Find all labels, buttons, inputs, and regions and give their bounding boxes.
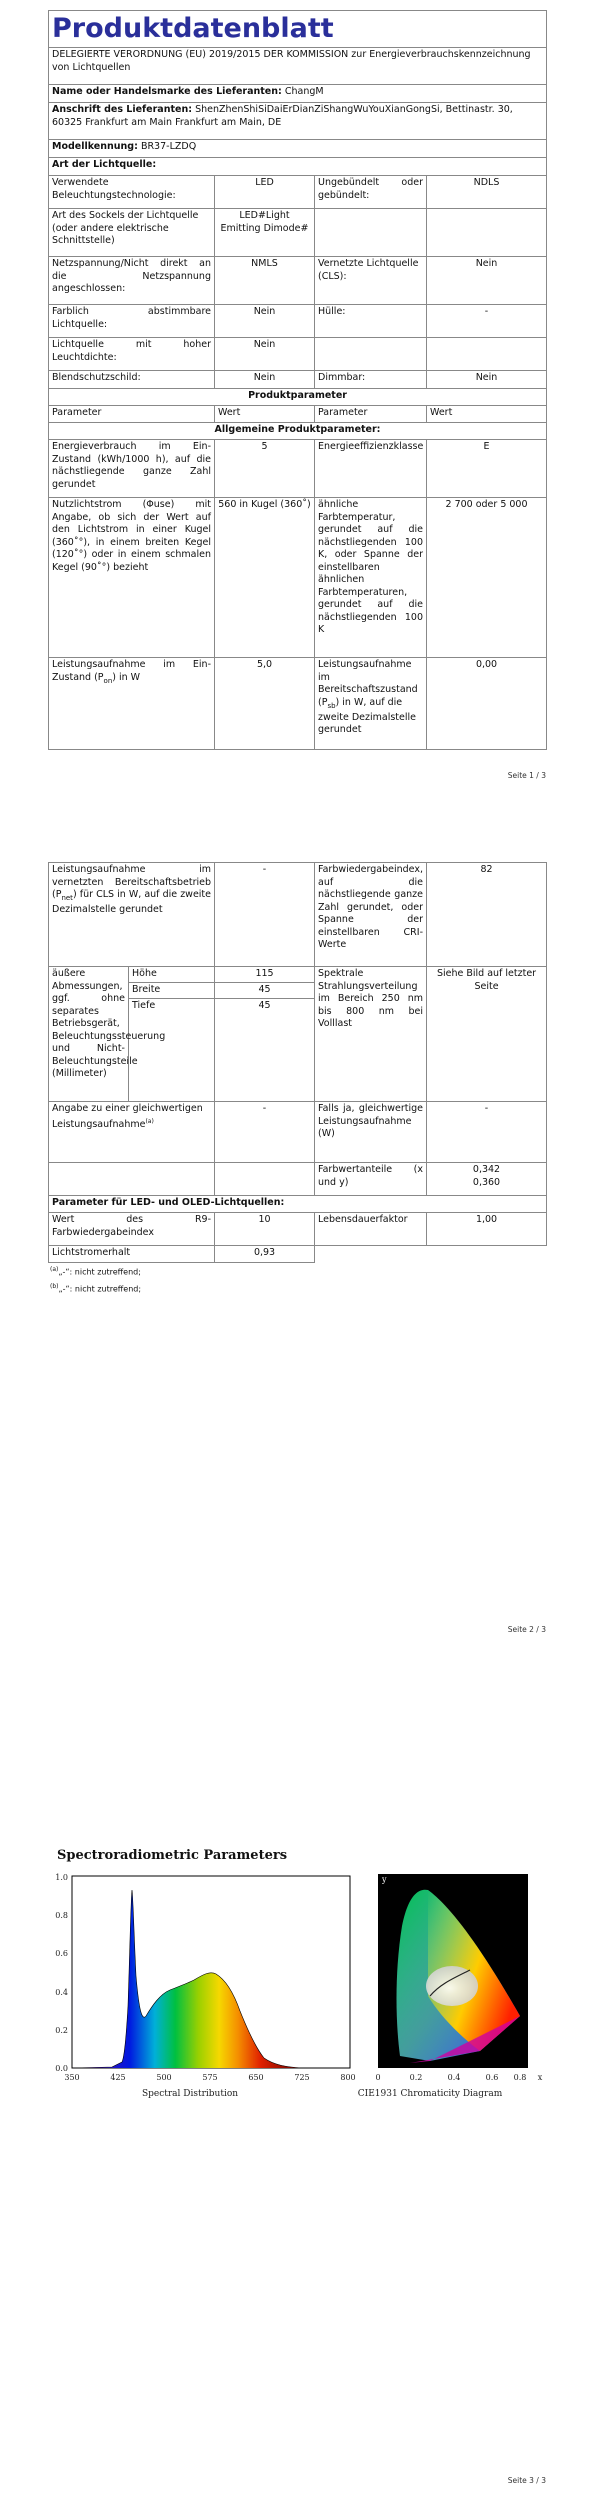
spec-y-tick-3: 0.6 bbox=[55, 1949, 68, 1958]
cri-value: 82 bbox=[427, 863, 547, 967]
high-luminance-label: Lichtquelle mit hoher Leuchtdichte: bbox=[49, 338, 215, 371]
spec-x-tick-1: 425 bbox=[110, 2073, 126, 2082]
spectral-value: Siehe Bild auf letzter Seite bbox=[427, 967, 547, 1102]
envelope-value: - bbox=[427, 305, 547, 338]
high-luminance-value: Nein bbox=[215, 338, 315, 371]
standby-net-label: Leistungsaufnahme im vernetzten Bereitschaftsbetrieb $(P_{net})$ für CLS in W, auf die zweite Dezimalstelle gerundet bbox=[49, 863, 215, 967]
supplier-name-value: ChangM bbox=[284, 86, 324, 97]
flux-value: 560 in Kugel (360˚) bbox=[215, 498, 315, 658]
spec-x-tick-3: 575 bbox=[202, 2073, 218, 2082]
depth-label: Tiefe bbox=[129, 999, 215, 1015]
power-standby-value: 0,00 bbox=[427, 658, 547, 750]
supplier-name-label: Name oder Handelsmarke des Lieferanten: bbox=[52, 86, 282, 97]
datasheet-table-page2 bbox=[48, 862, 547, 1263]
r9-value: 10 bbox=[215, 1213, 315, 1246]
supplier-address-label: Anschrift des Lieferanten: bbox=[52, 104, 193, 115]
equiv-power-label: Angabe zu einer gleichwertigen Leistungsaufnahme$^{(a)}$ bbox=[49, 1102, 215, 1163]
spec-y-tick-4: 0.8 bbox=[55, 1911, 68, 1920]
cie-y-axis-label: y bbox=[382, 1875, 387, 1884]
cie-x-tick-1: 0.2 bbox=[409, 2073, 423, 2082]
cie-x-tick-3: 0.6 bbox=[485, 2073, 499, 2082]
footnote-a: $^{(a)}$„-“: nicht zutreffend; bbox=[50, 1266, 141, 1277]
power-on-label: Leistungsaufnahme im Ein-Zustand $(P_{on})$ in W bbox=[49, 658, 215, 750]
page-number-3: Seite 3 / 3 bbox=[507, 2476, 546, 2485]
cie-x-axis-label: x bbox=[537, 2073, 543, 2082]
cct-label: ähnliche Farbtemperatur, gerundet auf die nächstliegenden 100 K, oder Spanne der einstellbaren ähnlichen Farbtemperaturen, gerundet auf die nächstliegenden 100 K bbox=[315, 498, 427, 658]
cie-y-tick-2: 0.4 bbox=[362, 1976, 374, 1984]
spectral-distribution-label: Spectral Distribution bbox=[141, 2089, 239, 2099]
page-number-1: Seite 1 / 3 bbox=[507, 771, 546, 780]
r9-label: Wert des R9-Farbwiedergabeindex bbox=[49, 1213, 215, 1246]
supplier-name-row bbox=[49, 85, 547, 103]
equiv-power-w-label: Falls ja, gleichwertige Leistungsaufnahme (W) bbox=[315, 1102, 427, 1163]
tunable-label: Farblich abstimmbare Lichtquelle: bbox=[49, 305, 215, 338]
col-value-1: Wert bbox=[215, 406, 315, 423]
general-params-heading: Allgemeine Produktparameter: bbox=[49, 423, 547, 440]
maintenance-value: 0,93 bbox=[215, 1246, 315, 1263]
energy-value: 5 bbox=[215, 440, 315, 498]
technology-value: LED bbox=[215, 176, 315, 209]
envelope-label: Hülle: bbox=[315, 305, 427, 338]
tunable-value: Nein bbox=[215, 305, 315, 338]
mains-label: Netzspannung/Nicht direkt an die Netzspannung angeschlossen: bbox=[49, 257, 215, 305]
chromaticity-label: Farbwertanteile (x und y) bbox=[315, 1163, 427, 1196]
spec-x-tick-0: 350 bbox=[64, 2073, 80, 2082]
flux-label: Nutzlichtstrom (Φuse) mit Angabe, ob sich der Wert auf den Lichtstrom in einer Kugel (360˚°), in einem breiten Kegel (120˚°) oder in einem schmalen Kegel (90˚°) bezieht bbox=[49, 498, 215, 658]
width-value: 45 bbox=[215, 983, 315, 999]
height-value: 115 bbox=[215, 967, 315, 983]
directional-value: NDLS bbox=[427, 176, 547, 209]
width-label: Breite bbox=[129, 983, 215, 999]
dimmable-value: Nein bbox=[427, 371, 547, 389]
cri-label: Farbwiedergabeindex, auf die nächstliegende ganze Zahl gerundet, oder Spanne der einstellbaren CRI-Werte bbox=[315, 863, 427, 967]
cls-label: Vernetzte Lichtquelle (CLS): bbox=[315, 257, 427, 305]
spec-x-tick-4: 650 bbox=[248, 2073, 264, 2082]
efficiency-class-value: E bbox=[427, 440, 547, 498]
standby-net-value: - bbox=[215, 863, 315, 967]
footnote-b: $^{(b)}$„-“: nicht zutreffend; bbox=[50, 1282, 142, 1294]
survival-factor-label: Lebensdauerfaktor bbox=[315, 1213, 427, 1246]
cie-x-tick-0: 0 bbox=[375, 2073, 381, 2082]
efficiency-class-label: Energieeffizienzklasse bbox=[315, 440, 427, 498]
directional-label: Ungebündelt oder gebündelt: bbox=[315, 176, 427, 209]
equiv-power-value: - bbox=[215, 1102, 315, 1163]
glare-value: Nein bbox=[215, 371, 315, 389]
cct-value: 2 700 oder 5 000 bbox=[427, 498, 547, 658]
col-param-1: Parameter bbox=[49, 406, 215, 423]
spectro-title: Spectroradiometric Parameters bbox=[57, 1848, 288, 1863]
datasheet-table-page1 bbox=[48, 10, 547, 750]
spec-y-tick-1: 0.2 bbox=[55, 2026, 68, 2035]
model-label: Modellkennung: bbox=[52, 141, 138, 152]
footnotes bbox=[50, 1263, 141, 1296]
spec-y-tick-2: 0.4 bbox=[55, 1988, 68, 1997]
cie-y-tick-4: 0 bbox=[369, 2056, 374, 2064]
supplier-address-row bbox=[49, 103, 547, 140]
maintenance-label: Lichtstromerhalt bbox=[49, 1246, 215, 1263]
cie-x-tick-4: 0.8 bbox=[513, 2073, 527, 2082]
equiv-power-w-value: - bbox=[427, 1102, 547, 1163]
spec-x-tick-2: 500 bbox=[156, 2073, 172, 2082]
cie-chromaticity-diagram bbox=[357, 1866, 550, 2106]
glare-label: Blendschutzschild: bbox=[49, 371, 215, 389]
cie-y-tick-3: 0.2 bbox=[362, 2016, 374, 2024]
page-title: Produktdatenblatt bbox=[49, 11, 547, 48]
survival-factor-value: 1,00 bbox=[427, 1213, 547, 1246]
energy-label: Energieverbrauch im Ein-Zustand (kWh/1000 h), auf die nächstliegende ganze Zahl gerundet bbox=[49, 440, 215, 498]
cie-diagram-label: CIE1931 Chromaticity Diagram bbox=[357, 2089, 503, 2099]
model-row bbox=[49, 140, 547, 158]
spectral-label: Spektrale Strahlungsverteilung im Bereich 250 nm bis 800 nm bei Volllast bbox=[315, 967, 427, 1102]
chromaticity-values bbox=[427, 1163, 547, 1196]
socket-value: LED#Light Emitting Dimode# bbox=[215, 209, 315, 257]
col-value-2: Wert bbox=[427, 406, 547, 423]
power-standby-label: Leistungsaufnahme im Bereitschaftszustand $(P_{sb})$ in W, auf die zweite Dezimalstelle gerundet bbox=[315, 658, 427, 750]
spectral-distribution-chart bbox=[42, 1866, 372, 2106]
regulation-text: DELEGIERTE VERORDNUNG (EU) 2019/2015 DER KOMMISSION zur Energieverbrauchskennzeichnung von Lichtquellen bbox=[49, 48, 547, 85]
spec-y-tick-0: 0.0 bbox=[55, 2064, 68, 2073]
chromaticity-x: 0,342 bbox=[472, 1164, 501, 1175]
mains-value: NMLS bbox=[215, 257, 315, 305]
spec-x-tick-5: 725 bbox=[294, 2073, 310, 2082]
light-source-heading: Art der Lichtquelle: bbox=[49, 158, 547, 176]
cie-y-tick-0: 0.8 bbox=[362, 1896, 374, 1904]
cls-value: Nein bbox=[427, 257, 547, 305]
product-params-heading: Produktparameter bbox=[49, 389, 547, 406]
page-number-2: Seite 2 / 3 bbox=[507, 1625, 546, 1634]
model-value: BR37-LZDQ bbox=[140, 141, 197, 152]
spec-x-tick-6: 800 bbox=[340, 2073, 356, 2082]
spec-y-tick-5: 1.0 bbox=[55, 1873, 68, 1882]
supplier-address-value: ShenZhenShiSiDaiErDianZiShangWuYouXianGongSi, Bettinastr. 30, 60325 Frankfurt am Main Frankfurt am Main, DE bbox=[52, 104, 513, 128]
cie-y-tick-1: 0.6 bbox=[362, 1936, 374, 1944]
led-params-heading: Parameter für LED- und OLED-Lichtquellen: bbox=[49, 1196, 547, 1213]
power-on-value: 5,0 bbox=[215, 658, 315, 750]
technology-label: Verwendete Beleuchtungstechnologie: bbox=[49, 176, 215, 209]
depth-value: 45 bbox=[215, 999, 315, 1015]
dimensions-label: äußere Abmessungen, ggf. ohne separates Betriebsgerät, Beleuchtungssteuerung und Nicht-Beleuchtungsteile (Millimeter) bbox=[49, 967, 129, 1102]
socket-label: Art des Sockels der Lichtquelle (oder andere elektrische Schnittstelle) bbox=[49, 209, 215, 257]
col-param-2: Parameter bbox=[315, 406, 427, 423]
height-label: Höhe bbox=[129, 967, 215, 983]
dimmable-label: Dimmbar: bbox=[315, 371, 427, 389]
chromaticity-y: 0,360 bbox=[472, 1176, 501, 1188]
cie-x-tick-2: 0.4 bbox=[447, 2073, 461, 2082]
